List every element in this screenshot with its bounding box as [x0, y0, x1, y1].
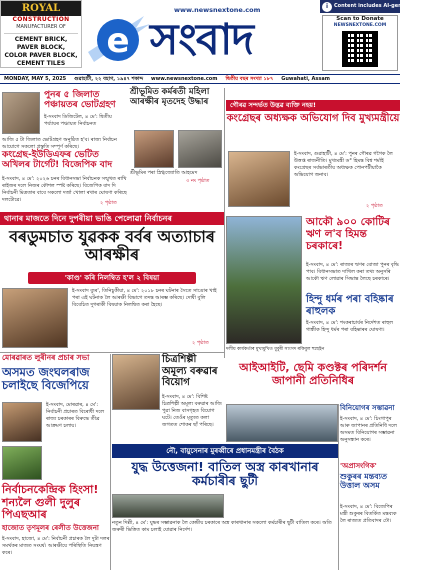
cm-photo	[228, 151, 290, 207]
war-body: নতুন দিল্লী, ৪ মে': যুদ্ধৰ সম্ভাৱনাক লৈ কেন্দ্ৰীয় চৰকাৰে অস্ত্ৰ কাৰখানাৰ সকলো কৰ্মচাৰীৰ ছুটী বাতিল কৰে। অতি জৰুৰী ভিত্তিত কাম চলাই যোৱাৰ নিৰ্দেশ।	[112, 520, 332, 533]
ad-item: CEMENT TILES	[16, 60, 66, 67]
logo-letter: e	[106, 21, 130, 61]
loan-story[interactable]	[226, 216, 400, 346]
investment-headline: বিনিয়োগৰ সম্ভাৱনা	[340, 404, 395, 412]
panchayat-body: আজি ৫ টা জিলাত ভোটগ্ৰহণ অনুষ্ঠিত হ'ব। ৰাজ্য নিৰ্বাচন আয়োগে সকলো প্ৰস্তুতি সম্পূৰ্ণ কৰিছে।	[2, 137, 117, 150]
gaurav-more[interactable]: ২ পৃষ্ঠাত	[366, 203, 383, 209]
woman-police-headline: শ্ৰীভূমিত কৰ্মৰতী মহিলা আৰক্ষীৰ মৃতদেহ উদ্ধাৰ	[130, 87, 210, 107]
artist-headline: চিত্ৰশিল্পী অমূল্য বৰুৱাৰ বিয়োগ	[162, 354, 218, 388]
lurin-body: ই-সংবাদ, মোৰৱাৰ, ৪ মে': নিৰ্বাচনী প্ৰচাৰত বিৰোধী দলে ৰাজ্য চৰকাৰৰ বিৰুদ্ধে তীব্ৰ আক্ৰমণ চলায়।	[46, 402, 105, 429]
dateline-url[interactable]: www.newsnextone.com	[151, 76, 218, 82]
panchayat-lead: ই-সংবাদ ডিজিটেল, ৪ মে': দ্বিতীয় পৰ্য্যায়ৰ পঞ্চায়ত নিৰ্বাচনত	[44, 114, 112, 127]
artist-photo	[112, 354, 160, 410]
gaurav-body: ই-সংবাদ, গুৱাহাটী, ৪ মে': পুনৰ গৌৰৱ গগৈক লৈ উত্তপ্ত ৰাজনীতি। মুখ্যমন্ত্ৰী ড° হিমন্ত বিশ্ব শৰ্মাই কংগ্ৰেছৰ সৰ্বভাৰতীয় অধ্যক্ষক পোনপটীয়াকৈ অভিযোগ জনাব।	[294, 151, 393, 178]
war-story[interactable]	[112, 460, 338, 516]
shukur-story[interactable]	[340, 462, 400, 570]
rally-photo	[226, 216, 302, 344]
crowd-photo	[2, 446, 42, 480]
donate-url[interactable]: NEWSNEXTONE.COM	[333, 23, 387, 28]
lurin-story[interactable]	[0, 354, 110, 554]
navy-air-strip: নৌ, বায়ুসেনাৰ মুৰব্বীৰে প্ৰধানমন্ত্ৰীৰ বৈঠক	[112, 444, 338, 458]
lurin-kicker: মোৰৱাৰত লুৰীনৰ প্ৰচাৰ সভা	[2, 353, 90, 362]
dateline-bar	[0, 74, 400, 84]
congress-bjp-story[interactable]	[0, 150, 224, 210]
assault-story[interactable]	[0, 228, 224, 352]
top-right-box	[320, 0, 446, 72]
assault-body: ই-সংবাদ ব্যুৰ', তিনিচুকীয়া, ৪ মে': ২০১৮ চনৰ ঘটনাৰ সৈতে সাঙোৰ খাই পৰা এই ঘটনাক লৈ আৰক্ষী বিভাগে তদন্ত আৰম্ভ কৰিছে। দোষী বুলি বিবেচিত দুগৰাকী বিষয়াক নিলম্বিত কৰা হৈছে।	[72, 288, 217, 308]
nirbachon-strap: হাজোত তৃণমূলৰ ৰেলীত উত্তেজনা	[2, 524, 99, 532]
artist-body: ই-সংবাদ, ৪ মে': বিশিষ্ট চিত্ৰশিল্পী অমূল্য বৰুৱাৰ আজি পুৱা নিজ বাসগৃহত বিয়োগ ঘটে। তেওঁৰ মৃত্যুত কলা জগতত শোকৰ ছাঁ পৰিছে।	[162, 394, 222, 428]
woman-caption: শ্ৰীভূমিৰ পৰা স্নিগ্ধজ্যোতি আহমেদ	[130, 170, 198, 176]
rally-caption: দলীয় কাৰ্যকৰ্তাৰ মুখামুখিত ধুবুৰী সাংসদ ৰকিবুল হুছেইন	[226, 347, 325, 352]
shukur-headline: শুকুৰৰ মন্তব্যত উত্তাল অসম	[340, 472, 388, 491]
ad-item: CEMENT BRICK, PAVER BLOCK,	[14, 36, 68, 51]
dateline-place: Guwahati, Assam	[281, 76, 330, 82]
lurin-headline: অসমত জংঘলৰাজ চলাইছে বিজেপিয়ে	[2, 365, 90, 393]
dateline-day: MONDAY, MAY 5, 2025	[4, 76, 67, 82]
assault-photo	[2, 288, 68, 348]
row-divider	[0, 352, 224, 353]
panchayat-headline: পুনৰ ৫ জিলাত পঞ্চায়তৰ ভোটগ্ৰহণ	[44, 90, 116, 111]
ad-brand-sub: CONSTRUCTION	[12, 16, 70, 23]
e-logo-icon	[84, 10, 152, 64]
content-notice-text: Content includes AI-generated material	[334, 3, 446, 9]
column-divider	[338, 404, 339, 570]
loan-headline: আকৌ ৯০০ কোটিৰ ঋণ ল'ব হিমন্ত চৰকাৰে!	[306, 216, 390, 253]
dateline-issue: গুৱাহাটী, ২২ বহাগ, ১৯৪৭ শকাব্দ	[74, 76, 143, 82]
congress-bjp-headline: কংগ্ৰেছ-ইউডিএফৰ ভেটিত অখিলৰ টাৰ্গেট! বিজেপিক বাদ	[2, 150, 113, 171]
donate-box[interactable]	[322, 15, 398, 71]
hindu-headline: হিন্দু ধৰ্মৰ পৰা বহিষ্কাৰ ৰাহুলক	[306, 294, 394, 317]
panchayat-story[interactable]	[0, 88, 126, 152]
dateline-year: দ্বিতীয় বছৰ সংখ্যা ১৮৭	[225, 76, 274, 82]
voting-photo	[2, 92, 40, 134]
woman-more-link[interactable]: ৩ নং পৃষ্ঠাত	[186, 178, 210, 184]
iit-headline: আইআইটি, ছেমি কণ্ডক্টৰ পৰিদৰ্শন জাপানী প্ৰতিনিধিৰ	[239, 361, 387, 387]
info-icon: i	[322, 2, 332, 12]
loan-body: ই-সংবাদ, ৪ মে': ৰাজ্যৰ ঋণৰ বোজা পুনৰ বৃদ্ধি পাব। বিধানসভাত দাখিল কৰা তথ্য অনুসৰি আকৌ ঋণ লোৱাৰ সিদ্ধান্ত লৈছে চৰকাৰে।	[306, 262, 399, 282]
ad-tagline: MANUFACTURER OF	[16, 24, 66, 30]
lurin-photo	[2, 402, 42, 442]
newspaper-title: সংবাদ	[150, 15, 253, 65]
gaurav-story[interactable]	[226, 111, 400, 213]
content-notice-bar	[320, 0, 446, 13]
royal-construction-ad[interactable]	[0, 0, 82, 68]
assault-more[interactable]: ২ পৃষ্ঠাত	[192, 340, 209, 346]
assault-headline: বৰডুমচাত যুৱকক বৰ্বৰ অত্যাচাৰ আৰক্ষীৰ	[9, 227, 215, 265]
column-divider	[110, 354, 111, 570]
scan-title: Scan to Donate	[336, 16, 384, 22]
factory-photo	[112, 494, 224, 518]
gaurav-strap-text: গৌৰৱ সন্দৰ্ভত উদ্ভৱ ব্যক্তি নহয়!	[226, 100, 400, 111]
red-headline-strip: থানাৰ মাজতে দিনে দুপৰীয়া ভাঙি পেলোৱা নিৰ্বাচনৰ	[0, 212, 224, 225]
hindu-body: ই-সংবাদ, ৪ মে': শংকৰাচাৰ্যৰ নিৰ্দেশত ৰাহুল গান্ধীক হিন্দু ধৰ্মৰ পৰা বহিষ্কাৰৰ ঘোষণা।	[306, 320, 394, 333]
qr-code-icon[interactable]	[342, 31, 378, 67]
iit-story[interactable]	[226, 362, 400, 402]
war-headline: যুদ্ধ উত্তেজনা! বাতিল অস্ত্ৰ কাৰখানাৰ কৰ্মচাৰীৰ ছুটী	[131, 459, 319, 489]
nirbachon-body: ই-সংবাদ, হাজো, ৪ মে': নিৰ্বাচনী প্ৰচাৰক লৈ দুটা দলৰ সমৰ্থকৰ মাজত সংঘৰ্ষ। আৰক্ষীয়ে পৰিস্থিতি নিয়ন্ত্ৰণ কৰে।	[2, 536, 110, 556]
ad-items	[4, 33, 78, 68]
congress-bjp-body: ই-সংবাদ, ৪ মে': ২০২৬ চনৰ বিধানসভা নিৰ্বাচনক সন্মুখত ৰাখি ৰাইজৰ দলে নিজৰ কৌশল স্পষ্ট কৰিছে। বিজেপিক বাদ দি নিৰ্বাচনী মিত্ৰতাৰ বাবে সকলো দৰ্জা খোলা ৰখাৰ ঘোষণা কৰিছে দলটোৱে।	[2, 176, 127, 203]
investment-body: ই-সংবাদ, ৪ মে': চিংগাপুৰ আৰু জাপানৰ প্ৰতিনিধি দলে অসমত বিনিয়োগৰ সম্ভাৱনা অনুসন্ধান কৰে।	[340, 416, 397, 443]
shukur-body: ই-সংবাদ, ৪ মে': বিজেপিৰ মন্ত্ৰী শুকুৰৰ বিতৰ্কিত মন্তব্যক লৈ ৰাজ্যত প্ৰতিবাদৰ ঢৌ।	[340, 504, 397, 524]
congress-bjp-more[interactable]: ২ পৃষ্ঠাত	[100, 200, 117, 206]
japanese-delegation-photo	[226, 404, 338, 442]
investment-story[interactable]	[340, 404, 400, 460]
gaurav-headline: কংগ্ৰেছৰ অধ্যক্ষক অভিযোগ দিব মুখ্যমন্ত্ৰীয়ে	[226, 113, 400, 124]
artist-story[interactable]	[112, 354, 224, 440]
nirbachon-headline: নিৰ্বাচনকেন্দ্ৰিক হিংসা! শন্যলৈ গুলী দুলুৰ পিএছআৰ	[2, 483, 99, 522]
assault-ribbon: 'কাণ্ড' কৰি নিলম্বিত হ'ল ২ বিষয়া	[28, 272, 196, 284]
masthead	[84, 6, 318, 70]
site-url[interactable]: www.newsnextone.com	[174, 6, 261, 14]
ad-item: COLOR PAVER BLOCK,	[4, 52, 78, 59]
shukur-kicker: 'অপ্ৰাসংগিক'	[340, 462, 377, 470]
column-divider	[224, 88, 225, 358]
ad-brand-name: ROYAL	[1, 1, 81, 16]
